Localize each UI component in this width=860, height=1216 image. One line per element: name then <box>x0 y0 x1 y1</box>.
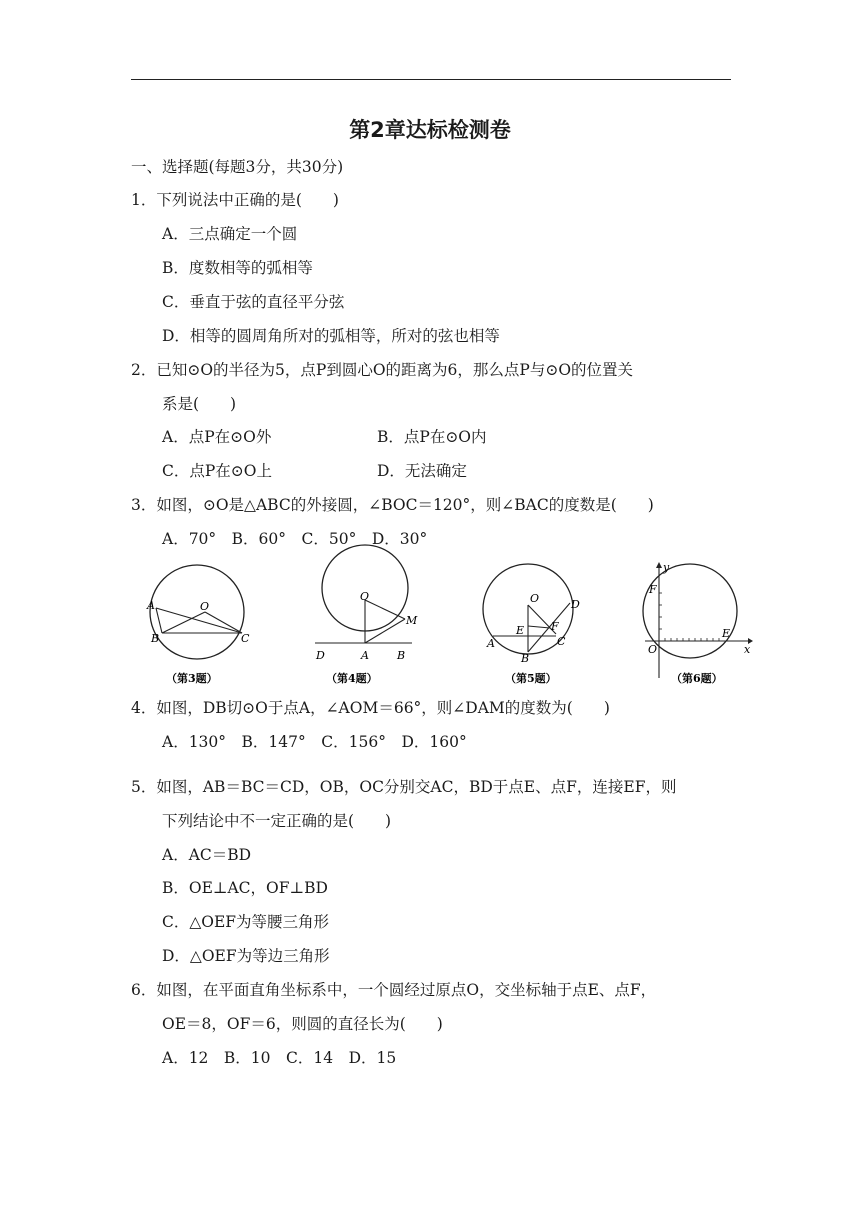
fig5-label-b: B <box>521 652 530 665</box>
fig6-circle <box>643 564 737 658</box>
figure-q6 <box>640 560 755 690</box>
q1-stem: 1．下列说法中正确的是( ) <box>131 191 339 209</box>
fig6-label-e: E <box>722 627 731 640</box>
fig3-caption: （第3题） <box>166 672 218 685</box>
q2-stem-line1: 2．已知⊙O的半径为5，点P到圆心O的距离为6，那么点P与⊙O的位置关 <box>131 361 634 379</box>
fig4-label-m: M <box>406 614 418 627</box>
fig6-caption: （第6题） <box>671 672 723 685</box>
fig6-label-y: y <box>663 561 670 574</box>
q5-option-b: B．OE⊥AC，OF⊥BD <box>162 879 328 897</box>
q2-option-a: A．点P在⊙O外 <box>162 428 272 446</box>
page-title: 第2章达标检测卷 <box>349 118 511 142</box>
fig3-label-a: A <box>147 599 155 612</box>
q3-stem: 3．如图，⊙O是△ABC的外接圆，∠BOC＝120°，则∠BAC的度数是( ) <box>131 496 654 514</box>
q5-stem-line1: 5．如图，AB＝BC＝CD，OB，OC分别交AC，BD于点E、点F，连接EF，则 <box>131 778 677 796</box>
fig4-label-o: O <box>360 590 370 603</box>
q2-option-d: D．无法确定 <box>377 462 467 480</box>
q4-options: A．130° B．147° C．156° D．160° <box>162 733 467 751</box>
q6-stem-line2: OE＝8，OF＝6，则圆的直径长为( ) <box>162 1015 443 1033</box>
figure-q4 <box>310 526 420 690</box>
header-rule <box>131 79 731 80</box>
fig5-label-o: O <box>530 592 540 605</box>
q5-option-c: C．△OEF为等腰三角形 <box>162 913 330 931</box>
fig3-label-o: O <box>200 600 210 613</box>
fig5-caption: （第5题） <box>505 672 557 685</box>
fig4-label-b: B <box>397 649 406 662</box>
figure-q3 <box>140 556 265 690</box>
fig6-label-o: O <box>648 643 658 656</box>
figure-q5 <box>478 556 588 690</box>
q6-options: A．12 B．10 C．14 D．15 <box>162 1049 397 1067</box>
fig5-label-f: F <box>551 620 559 633</box>
q2-stem-line2: 系是( ) <box>162 395 237 413</box>
fig6-label-f: F <box>649 583 657 596</box>
fig3-circle <box>150 565 244 659</box>
fig3-label-b: B <box>151 632 160 645</box>
q5-stem-line2: 下列结论中不一定正确的是( ) <box>162 812 392 830</box>
fig4-caption: （第4题） <box>326 672 378 685</box>
q1-option-b: B．度数相等的弧相等 <box>162 259 313 277</box>
fig3-label-c: C <box>241 632 250 645</box>
q4-stem: 4．如图，DB切⊙O于点A，∠AOM＝66°，则∠DAM的度数为( ) <box>131 699 610 717</box>
q3-options: A．70° B．60° C．50° D．30° <box>162 530 428 548</box>
section-heading: 一、选择题(每题3分，共30分) <box>131 158 344 176</box>
fig4-label-a: A <box>361 649 369 662</box>
fig4-label-d: D <box>316 649 325 662</box>
fig5-label-a: A <box>487 637 495 650</box>
q1-option-a: A．三点确定一个圆 <box>162 225 298 243</box>
fig5-label-d: D <box>571 598 580 611</box>
fig5-label-c: C <box>557 635 566 648</box>
q1-option-c: C．垂直于弦的直径平分弦 <box>162 293 345 311</box>
fig5-label-e: E <box>516 624 525 637</box>
q1-option-d: D．相等的圆周角所对的弧相等，所对的弦也相等 <box>162 327 500 345</box>
q5-option-d: D．△OEF为等边三角形 <box>162 947 330 965</box>
fig6-label-x: x <box>744 643 751 656</box>
q2-option-b: B．点P在⊙O内 <box>377 428 487 446</box>
q5-option-a: A．AC＝BD <box>162 846 252 864</box>
q2-option-c: C．点P在⊙O上 <box>162 462 272 480</box>
q6-stem-line1: 6．如图，在平面直角坐标系中，一个圆经过原点O，交坐标轴于点E、点F， <box>131 981 657 999</box>
